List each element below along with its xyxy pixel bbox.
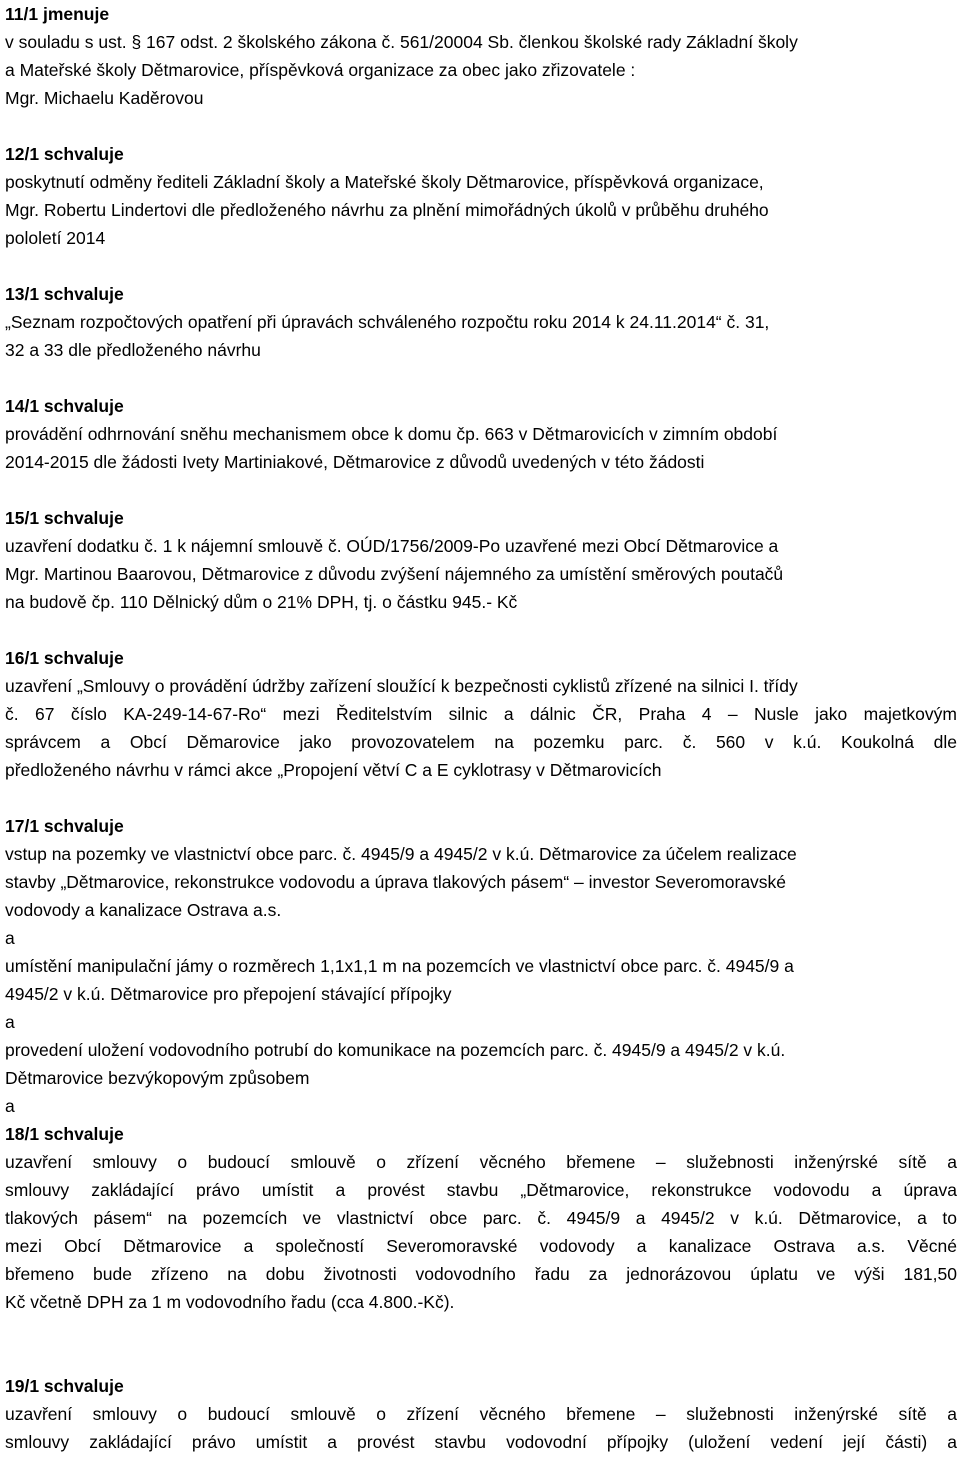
- resolution-text-line: umístění manipulační jámy o rozměrech 1,1x1,1 m na pozemcích ve vlastnictví obce parc. č. 4945/9 a: [5, 956, 794, 976]
- spacer: [5, 252, 957, 280]
- resolution-text-line: č. 67 číslo KA-249-14-67-Ro“ mezi Ředitelstvím silnic a dálnic ČR, Praha 4 – Nusle jako majetkovým: [5, 704, 957, 724]
- spacer: [5, 364, 957, 392]
- resolution-text-line: provádění odhrnování sněhu mechanismem obce k domu čp. 663 v Dětmarovicích v zimním období: [5, 424, 778, 444]
- resolution-heading: 13/1 schvaluje: [5, 284, 124, 304]
- resolution-heading: 16/1 schvaluje: [5, 648, 124, 668]
- resolution-text-line: předloženého návrhu v rámci akce „Propojení větví C a E cyklotrasy v Dětmarovicích: [5, 760, 662, 780]
- resolution-text-line: správcem a Obcí Děmarovice jako provozovatelem na pozemku parc. č. 560 v k.ú. Koukolná dle: [5, 732, 957, 752]
- resolution-text-line: Mgr. Michaelu Kaděrovou: [5, 88, 204, 108]
- resolution-text-line: uzavření smlouvy o budoucí smlouvě o zřízení věcného břemene – služebnosti inženýrské sítě a: [5, 1404, 957, 1424]
- resolution-heading: 18/1 schvaluje: [5, 1124, 124, 1144]
- resolution-text-line: Mgr. Martinou Baarovou, Dětmarovice z důvodu zvýšení nájemného za umístění směrových poutačů: [5, 564, 784, 584]
- resolution-heading: 14/1 schvaluje: [5, 396, 124, 416]
- conjunction: a: [5, 1012, 15, 1032]
- resolution-14: [5, 392, 957, 476]
- resolution-heading: 11/1 jmenuje: [5, 4, 110, 24]
- resolution-heading: 12/1 schvaluje: [5, 144, 124, 164]
- resolution-text-line: uzavření dodatku č. 1 k nájemní smlouvě č. OÚD/1756/2009-Po uzavřené mezi Obcí Dětmarovice a: [5, 536, 779, 556]
- resolution-12: [5, 140, 957, 252]
- resolution-text-line: v souladu s ust. § 167 odst. 2 školského zákona č. 561/20004 Sb. členkou školské rady Základní školy: [5, 32, 798, 52]
- spacer: [5, 616, 957, 644]
- resolution-text-line: „Seznam rozpočtových opatření při úpravách schváleného rozpočtu roku 2014 k 24.11.2014“ č. 31,: [5, 312, 770, 332]
- resolution-text-line: břemeno bude zřízeno na dobu životnosti vodovodního řadu za jednorázovou úplatu ve výši 181,50: [5, 1264, 957, 1284]
- resolution-13: [5, 280, 957, 364]
- spacer: [5, 112, 957, 140]
- resolution-text-line: stavby „Dětmarovice, rekonstrukce vodovodu a úprava tlakových pásem“ – investor Severomoravské: [5, 872, 787, 892]
- resolution-text-line: na budově čp. 110 Dělnický dům o 21% DPH, tj. o částku 945.- Kč: [5, 592, 518, 612]
- resolution-text-line: pololetí 2014: [5, 228, 106, 248]
- resolution-text-line: poskytnutí odměny řediteli Základní školy a Mateřské školy Dětmarovice, příspěvková organizace,: [5, 172, 764, 192]
- resolution-text-line: mezi Obcí Dětmarovice a společností Severomoravské vodovody a kanalizace Ostrava a.s. Věcné: [5, 1236, 957, 1256]
- resolution-18: [5, 1120, 957, 1316]
- resolution-text-line: 2014-2015 dle žádosti Ivety Martiniakové, Dětmarovice z důvodů uvedených v této žádosti: [5, 452, 705, 472]
- resolution-text-line: Dětmarovice bezvýkopovým způsobem: [5, 1068, 310, 1088]
- resolution-text-line: smlouvy zakládající právo umístit a provést stavbu vodovodní přípojky (uložení vedení její části) a: [5, 1432, 957, 1452]
- resolution-text-line: 4945/2 v k.ú. Dětmarovice pro přepojení stávající přípojky: [5, 984, 452, 1004]
- resolution-19: [5, 1372, 957, 1456]
- resolution-text-line: Mgr. Robertu Lindertovi dle předloženého návrhu za plnění mimořádných úkolů v průběhu druhého: [5, 200, 769, 220]
- conjunction: a: [5, 1096, 15, 1116]
- resolution-15: [5, 504, 957, 616]
- resolution-text-line: Kč včetně DPH za 1 m vodovodního řadu (cca 4.800.-Kč).: [5, 1292, 455, 1312]
- conjunction: a: [5, 928, 15, 948]
- spacer: [5, 476, 957, 504]
- resolution-text-line: 32 a 33 dle předloženého návrhu: [5, 340, 261, 360]
- resolution-heading: 19/1 schvaluje: [5, 1376, 124, 1396]
- resolution-heading: 15/1 schvaluje: [5, 508, 124, 528]
- document-page: [5, 0, 957, 1456]
- resolution-11: [5, 0, 957, 112]
- resolution-text-line: smlouvy zakládající právo umístit a provést stavbu „Dětmarovice, rekonstrukce vodovodu a úprava: [5, 1180, 957, 1200]
- spacer: [5, 1316, 957, 1344]
- resolution-text-line: tlakových pásem“ na pozemcích ve vlastnictví obce parc. č. 4945/9 a 4945/2 v k.ú. Dětmarovice, a to: [5, 1208, 957, 1228]
- resolution-16: [5, 644, 957, 784]
- resolution-text-line: provedení uložení vodovodního potrubí do komunikace na pozemcích parc. č. 4945/9 a 4945/2 v k.ú.: [5, 1040, 786, 1060]
- resolution-text-line: uzavření „Smlouvy o provádění údržby zařízení sloužící k bezpečnosti cyklistů zřízené na silnici I. třídy: [5, 676, 798, 696]
- resolution-text-line: uzavření smlouvy o budoucí smlouvě o zřízení věcného břemene – služebnosti inženýrské sítě a: [5, 1152, 957, 1172]
- resolution-text-line: vodovody a kanalizace Ostrava a.s.: [5, 900, 282, 920]
- spacer: [5, 1344, 957, 1372]
- spacer: [5, 784, 957, 812]
- resolution-17: [5, 812, 957, 1120]
- resolution-text-line: vstup na pozemky ve vlastnictví obce parc. č. 4945/9 a 4945/2 v k.ú. Dětmarovice za účelem realizace: [5, 844, 797, 864]
- resolution-text-line: a Mateřské školy Dětmarovice, příspěvková organizace za obec jako zřizovatele :: [5, 60, 636, 80]
- resolution-heading: 17/1 schvaluje: [5, 816, 124, 836]
